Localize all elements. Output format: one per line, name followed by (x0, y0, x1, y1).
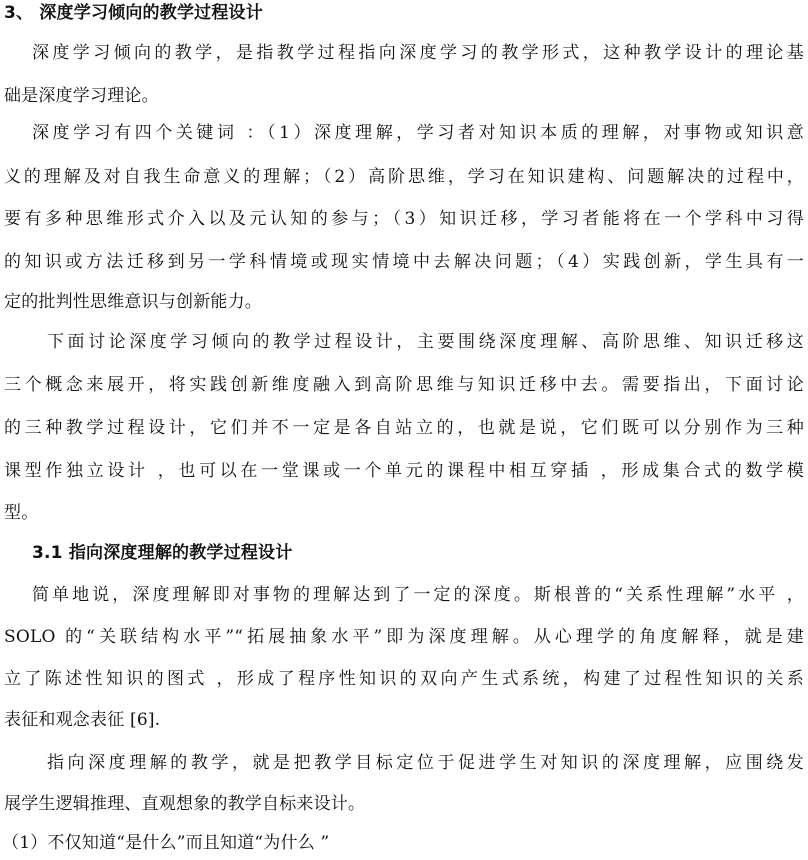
paragraph-line: 课型作独立设计 ，也可以在一堂课或一个单元的课程中相互穿插 ，形成集合式的数学模 (4, 461, 804, 481)
paragraph-line: 的知识或方法迁移到另一学科情境或现实情境中去解决问题；（4）实践创新，学生具有一 (4, 252, 804, 272)
subsection-title: 3.1 指向深度理解的教学过程设计 (32, 543, 293, 563)
paragraph-line: 定的批判性思维意识与创新能力。 (4, 292, 262, 312)
paragraph-line: 三个概念来展开，将实践创新维度融入到高阶思维与知识迁移中去。需要指出，下面讨论 (4, 375, 804, 395)
paragraph-line: 表征和观念表征 [6]. (4, 710, 161, 730)
section-title: 3、 深度学习倾向的教学过程设计 (4, 3, 263, 23)
list-item: （1）不仅知道“是什么”而且知道“为什么 ” (2, 833, 330, 853)
paragraph-line: 简单地说，深度理解即对事物的理解达到了一定的深度。斯根普的“关系性理解”水平 ， (32, 585, 804, 605)
paragraph-line: 下面讨论深度学习倾向的教学过程设计，主要围绕深度理解、高阶思维、知识迁移这 (47, 332, 804, 352)
paragraph-line: 深度学习有四个关键词 ：（1）深度理解，学习者对知识本质的理解，对事物或知识意 (32, 123, 804, 143)
paragraph-line: 的三种教学过程设计，它们并不一定是各自站立的，也就是说，它们既可以分别作为三种 (4, 418, 804, 438)
paragraph-line: 义的理解及对自我生命意义的理解；（2）高阶思维，学习在知识建构、问题解决的过程中， (4, 167, 804, 187)
paragraph-line: 础是深度学习理论。 (4, 86, 159, 106)
paragraph-line: 要有多种思维形式介入以及元认知的参与；（3）知识迁移，学习者能将在一个学科中习得 (4, 209, 804, 229)
paragraph-line: SOLO 的“关联结构水平”“拓展抽象水平”即为深度理解。从心理学的角度解释，就是建 (4, 627, 804, 647)
paragraph-line: 指向深度理解的教学，就是把教学目标定位于促进学生对知识的深度理解，应围绕发 (47, 753, 804, 773)
paragraph-line: 型。 (4, 503, 39, 523)
paragraph-line: 立了陈述性知识的图式 ，形成了程序性知识的双向产生式系统，构建了过程性知识的关系 (4, 669, 804, 689)
paragraph-line: 展学生逻辑推理、直观想象的教学自标来设计。 (4, 794, 366, 814)
paragraph-line: 深度学习倾向的教学，是指教学过程指向深度学习的教学形式，这种教学设计的理论基 (32, 43, 804, 63)
